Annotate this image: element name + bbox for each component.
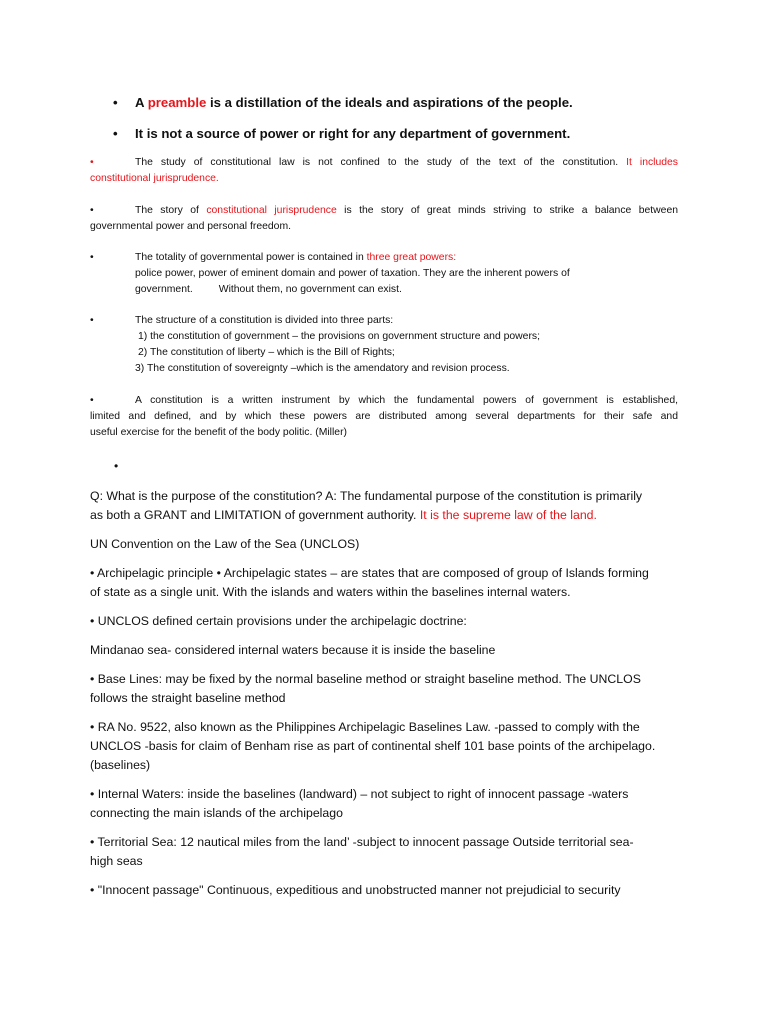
highlight-preamble: preamble [147, 95, 207, 110]
innocent-passage: • "Innocent passage" Continuous, expeditious and unobstructed manner not prejudicial to security [90, 883, 621, 897]
paragraph-three-powers: • The totality of governmental power is contained in three great powers: police power, power of eminent domain and power of taxation. They are the inherent powers of government. Without them, no government can exist. [90, 252, 570, 295]
bullet-icon: • [90, 252, 94, 263]
archipelagic-principle: • Archipelagic principle • Archipelagic states – are states that are composed of group of Islands forming of state as a single unit. With the islands and waters within the baselines internal waters. [90, 566, 649, 599]
paragraph-definition: • A constitution is a written instrument by which the fundamental powers of government is established, limited and defined, and by which these powers are distributed among several departments for their safe and useful exercise for the benefit of the body politic. (Miller) [90, 395, 678, 438]
paragraph-story-jurisprudence: • The story of constitutional jurisprudence is the story of great minds striving to strike a balance between governmental power and personal freedom. [90, 205, 678, 232]
bullet-icon: • [90, 205, 94, 216]
mindanao-sea: Mindanao sea- considered internal waters because it is inside the baseline [90, 643, 496, 657]
bullet-icon: • [113, 126, 118, 141]
paragraph-structure: • The structure of a constitution is divided into three parts: 1) the constitution of government – the provisions on government structure and powers; 2) The constitution of liberty – which is the Bill of Rights; 3) The constitution of sovereignty –which is the amendatory and revision process. [90, 315, 540, 374]
bullet-icon: • [90, 157, 94, 168]
territorial-sea: • Territorial Sea: 12 nautical miles from the land’ -subject to innocent passage Outside territorial sea- high seas [90, 835, 634, 868]
paragraph-study-of-law: • The study of constitutional law is not confined to the study of the text of the constitution. It includes constitutional jurisprudence. [90, 157, 679, 184]
empty-bullet-icon: • [114, 459, 119, 473]
qa-purpose: Q: What is the purpose of the constitution? A: The fundamental purpose of the constitution is primarily as both a GRANT and LIMITATION of government authority. It is the supreme law of the land. [90, 489, 643, 522]
ra-9522: • RA No. 9522, also known as the Philippines Archipelagic Baselines Law. -passed to comply with the UNCLOS -basis for claim of Benham rise as part of continental shelf 101 base points of the archipelago. (baselines) [90, 720, 656, 772]
heading-unclos: UN Convention on the Law of the Sea (UNCLOS) [90, 537, 360, 551]
bullet-icon: • [90, 315, 94, 326]
base-lines: • Base Lines: may be fixed by the normal baseline method or straight baseline method. The UNCLOS follows the straight baseline method [90, 672, 641, 705]
bullet-icon: • [90, 395, 94, 406]
internal-waters: • Internal Waters: inside the baselines (landward) – not subject to right of innocent passage -waters connecting the main islands of the archipelago [90, 787, 629, 820]
bullet-icon: • [113, 95, 118, 110]
unclos-provisions: • UNCLOS defined certain provisions under the archipelagic doctrine: [90, 614, 467, 628]
